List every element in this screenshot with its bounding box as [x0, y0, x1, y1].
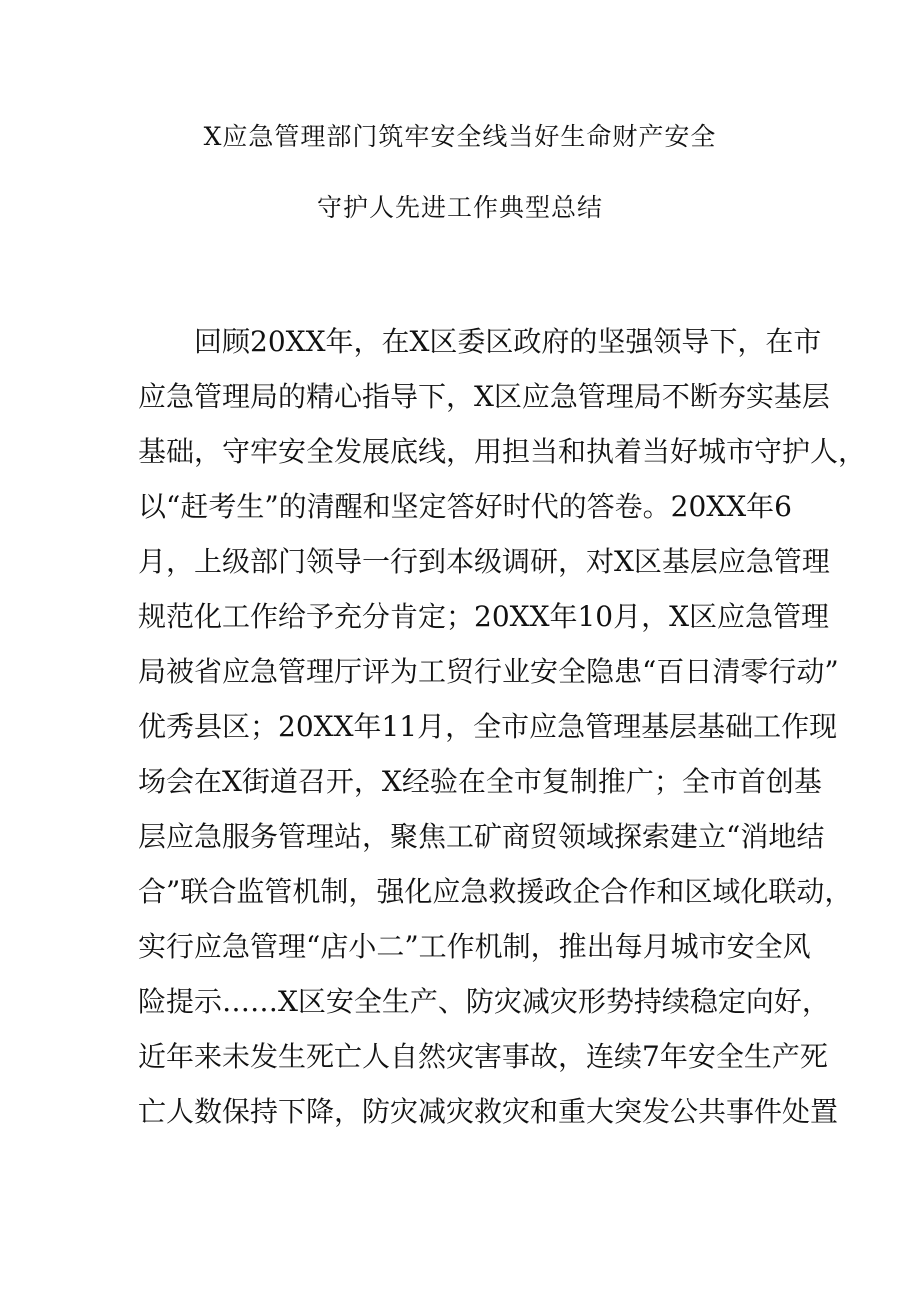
paragraph-line: 基础，守牢安全发展底线，用担当和执着当好城市守护人，	[138, 435, 867, 468]
document-title-line-2: 守护人先进工作典型总结	[316, 193, 603, 222]
paragraph-line: 近年来未发生死亡人自然灾害事故，连续7年安全生产死	[138, 1040, 828, 1073]
document-title-line-1: X应急管理部门筑牢安全线当好生命财产安全	[203, 122, 717, 151]
paragraph-line: 合”联合监管机制，强化应急救援政企合作和区域化联动，	[138, 875, 853, 908]
paragraph-line: 回顾20XX年，在X区委区政府的坚强领导下，在市	[194, 325, 822, 358]
paragraph-line: 月，上级部门领导一行到本级调研，对X区基层应急管理	[138, 545, 830, 578]
paragraph-line: 以“赶考生”的清醒和坚定答好时代的答卷。20XX年6	[138, 490, 792, 523]
paragraph-line: 险提示……X区安全生产、防灾减灾形势持续稳定向好，	[138, 985, 830, 1018]
paragraph-line: 亡人数保持下降，防灾减灾救灾和重大突发公共事件处置	[138, 1095, 839, 1128]
paragraph-line: 局被省应急管理厅评为工贸行业安全隐患“百日清零行动”	[138, 655, 839, 688]
paragraph-line: 实行应急管理“店小二”工作机制，推出每月城市安全风	[138, 930, 811, 963]
paragraph-line: 规范化工作给予充分肯定；20XX年10月，X区应急管理	[138, 600, 830, 633]
paragraph-line: 场会在X街道召开，X经验在全市复制推广；全市首创基	[138, 765, 822, 798]
paragraph-line: 应急管理局的精心指导下，X区应急管理局不断夯实基层	[138, 380, 830, 413]
paragraph-line: 优秀县区；20XX年11月，全市应急管理基层基础工作现	[138, 710, 838, 743]
paragraph-line: 层应急服务管理站，聚焦工矿商贸领域探索建立“消地结	[138, 820, 825, 853]
